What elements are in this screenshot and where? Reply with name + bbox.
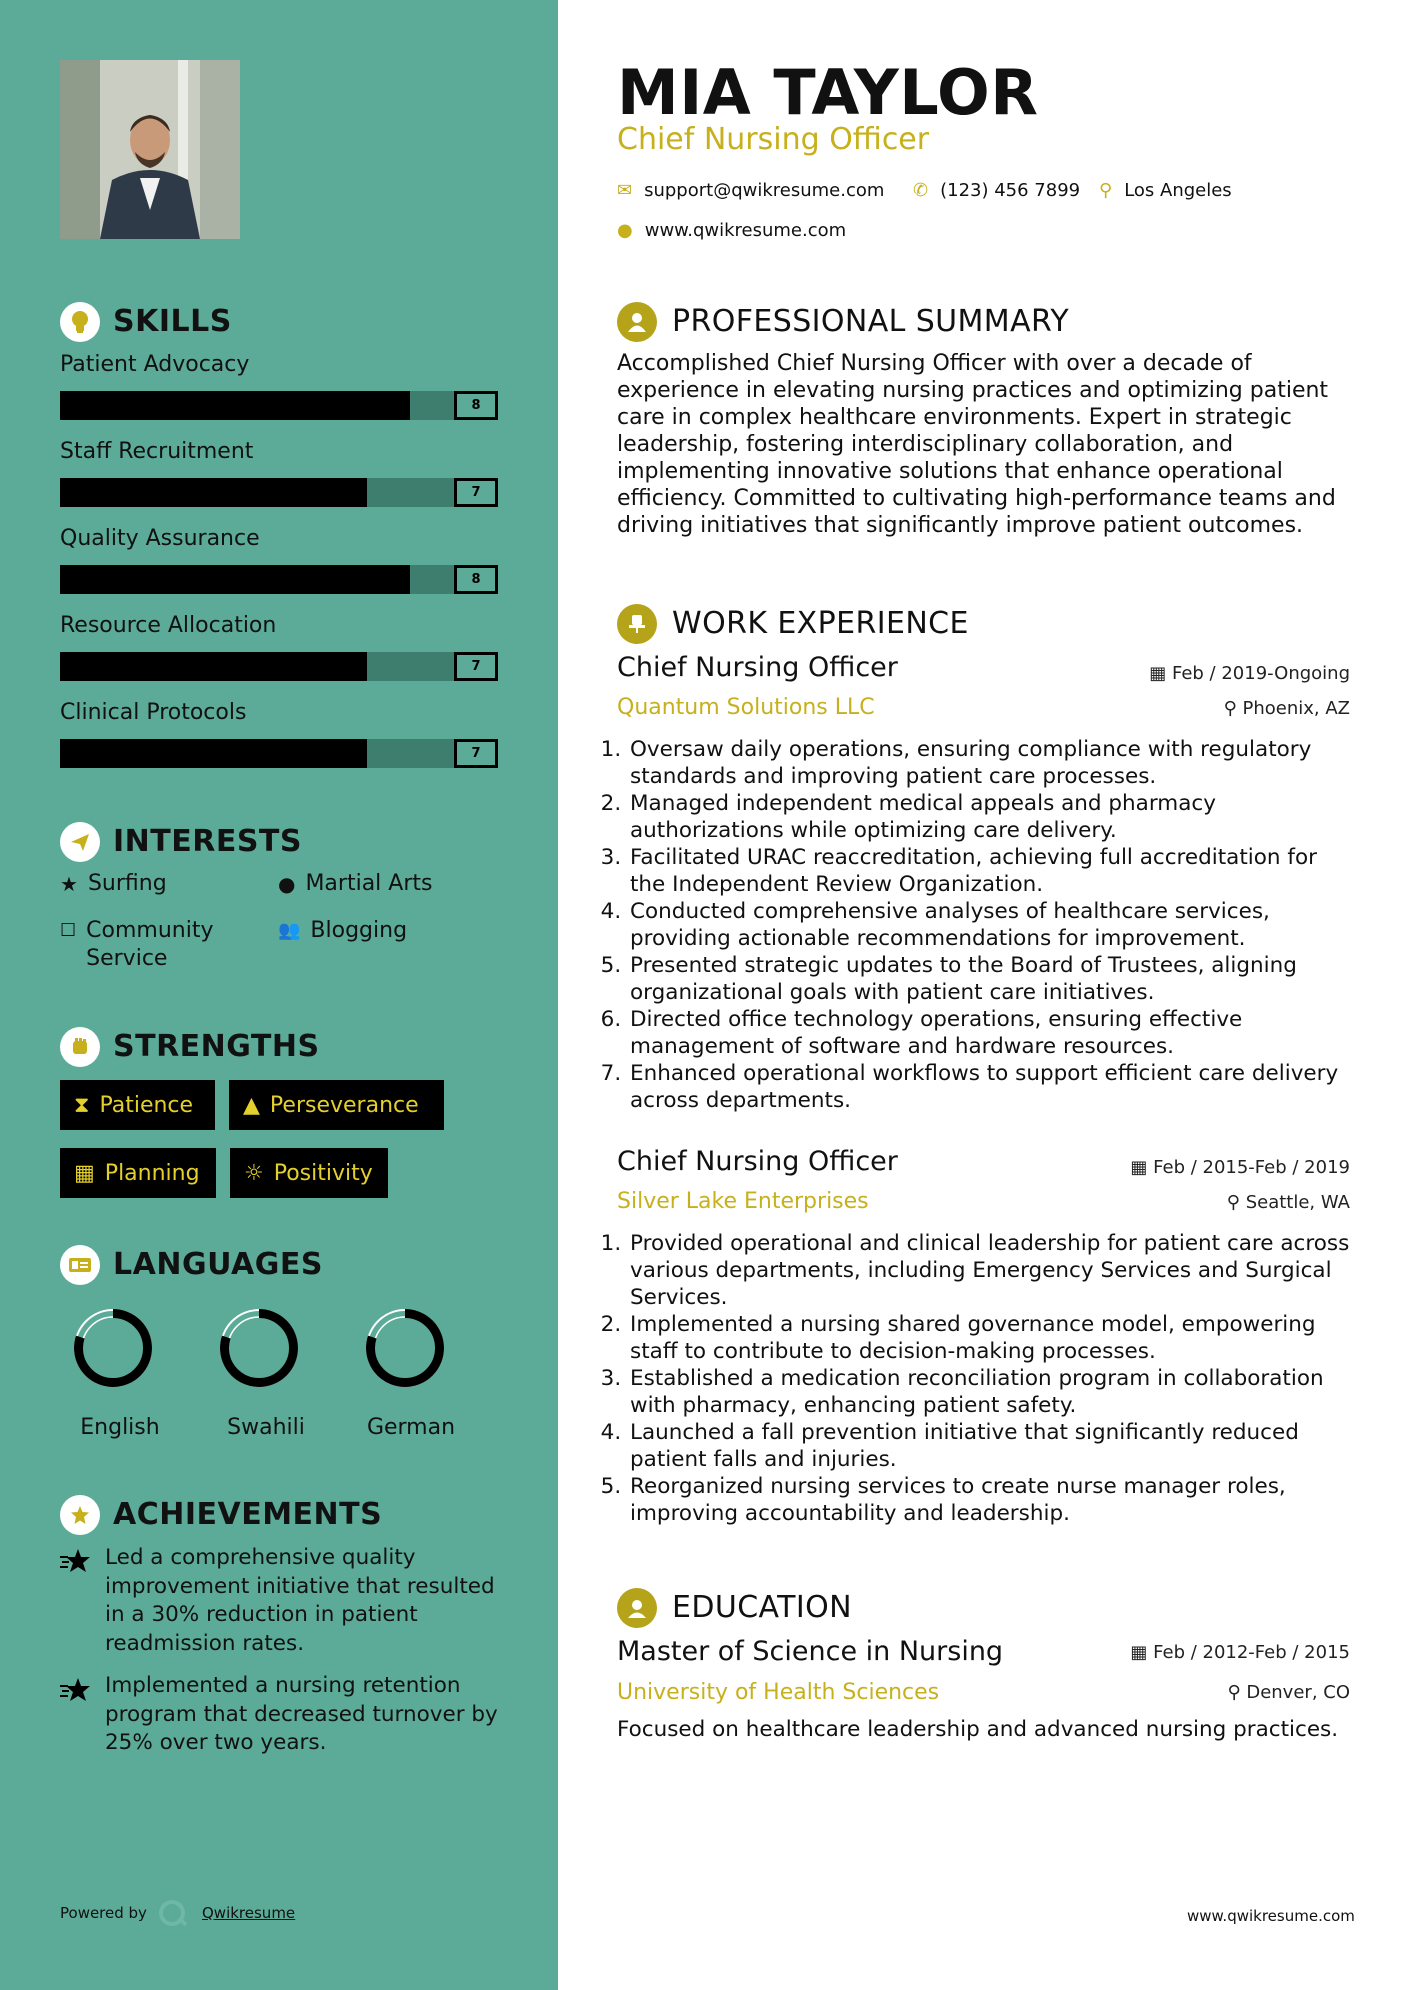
job-company: Silver Lake Enterprises [617, 1189, 869, 1214]
job-location-text: Phoenix, AZ [1242, 698, 1350, 719]
language-ring-fill [371, 1314, 440, 1383]
strength-label: Patience [99, 1092, 194, 1118]
strength-badge [60, 1080, 215, 1130]
strengths-section-icon [60, 1027, 100, 1067]
skill-bar [60, 478, 498, 507]
interest-item [278, 917, 407, 945]
skill-bar [60, 565, 498, 594]
education-dates [1100, 1642, 1350, 1663]
job-dates [1100, 1157, 1350, 1178]
list-item: 3. Established a medication reconciliation program in collaboration with pharmacy, enhancing patient safety. [628, 1365, 1356, 1419]
interest-item [60, 870, 167, 898]
skill-bar-fill [60, 478, 367, 507]
graduate-icon [626, 1597, 648, 1619]
map-marker-icon: ⚲ [1099, 180, 1113, 201]
skill-label: Resource Allocation [60, 613, 277, 638]
qwikresume-logo-icon [157, 1898, 189, 1932]
language-ring [65, 1300, 161, 1396]
globe-icon: ● [617, 220, 633, 241]
skill-level: 7 [454, 478, 498, 507]
trophy-star-icon [60, 1676, 92, 1708]
job-company: Quantum Solutions LLC [617, 695, 875, 720]
strength-badge [60, 1148, 216, 1198]
contact-website [617, 220, 846, 241]
job-location-text: Seattle, WA [1245, 1192, 1350, 1213]
achievement-item: Led a comprehensive quality improvement initiative that resulted in a 30% reduction in patient readmission rates. [105, 1545, 495, 1656]
job-dates-text: Feb / 2015-Feb / 2019 [1153, 1157, 1350, 1178]
interests-heading: INTERESTS [113, 824, 302, 859]
users-icon: 👥 [278, 920, 301, 941]
skill-label: Staff Recruitment [60, 439, 254, 464]
language-gauge [65, 1300, 161, 1400]
footer-website-link[interactable]: www.qwikresume.com [1187, 1907, 1355, 1925]
fist-icon [69, 1036, 91, 1058]
skill-bar-fill [60, 391, 410, 420]
language-ring-fill [79, 1314, 148, 1383]
list-item: 7. Enhanced operational workflows to support efficient care delivery across departments. [628, 1060, 1356, 1114]
phone-text: (123) 456 7899 [940, 180, 1081, 201]
person-photo-illustration [60, 60, 240, 239]
envelope-icon: ✉ [617, 180, 633, 201]
sidebar [0, 0, 558, 1990]
skills-heading: SKILLS [113, 304, 232, 339]
language-ring-fill [225, 1314, 294, 1383]
language-label: German [366, 1415, 456, 1440]
hourglass-icon: ⧗ [74, 1092, 90, 1118]
contact-location [1099, 180, 1232, 201]
road-icon: ▲ [243, 1092, 260, 1118]
skill-bar [60, 652, 498, 681]
trophy-star-icon [60, 1547, 92, 1579]
paper-plane-icon [69, 831, 91, 853]
summary-section-icon [617, 302, 657, 342]
summary-heading: PROFESSIONAL SUMMARY [672, 304, 1070, 339]
pin-icon: ⚲ [1227, 1682, 1247, 1703]
achievements-heading: ACHIEVEMENTS [113, 1497, 383, 1532]
list-item: 1. Oversaw daily operations, ensuring compliance with regulatory standards and improving patient care processes. [628, 736, 1356, 790]
job-location [1120, 698, 1350, 719]
list-item: 6. Directed office technology operations, ensuring effective management of software and hardware resources. [628, 1006, 1356, 1060]
office-chair-icon [626, 613, 648, 635]
education-section-icon [617, 1588, 657, 1628]
skill-level: 7 [454, 739, 498, 768]
interest-label: Martial Arts [305, 871, 433, 896]
globe-icon: ● [278, 872, 296, 896]
id-card-icon [68, 1256, 92, 1274]
degree-title: Master of Science in Nursing [617, 1636, 1004, 1667]
job-title: Chief Nursing Officer [617, 652, 898, 683]
strength-label: Planning [104, 1160, 200, 1186]
strength-label: Perseverance [269, 1092, 419, 1118]
candidate-name: MIA TAYLOR [617, 56, 1039, 129]
language-label: English [80, 1415, 160, 1440]
job-dates [1120, 663, 1350, 684]
skill-bar [60, 739, 498, 768]
job-location [1120, 1192, 1350, 1213]
contact-phone [913, 180, 1080, 201]
calendar-icon: ▦ [1149, 663, 1172, 684]
strength-label: Positivity [273, 1160, 373, 1186]
interests-section-icon [60, 822, 100, 862]
pin-icon: ⚲ [1223, 698, 1243, 719]
star-badge-icon [69, 1504, 91, 1526]
candidate-title: Chief Nursing Officer [617, 122, 930, 157]
skill-label: Quality Assurance [60, 526, 260, 551]
achievements-section-icon [60, 1495, 100, 1535]
powered-by-text: Powered by [60, 1904, 147, 1922]
strength-badge [230, 1148, 388, 1198]
list-item: 4. Conducted comprehensive analyses of healthcare services, providing actionable recommendations for improvement. [628, 898, 1356, 952]
skill-bar [60, 391, 498, 420]
skill-label: Clinical Protocols [60, 700, 247, 725]
job-duties-list [610, 736, 1356, 1114]
qwikresume-link[interactable]: Qwikresume [202, 1904, 296, 1922]
star-icon: ★ [60, 872, 78, 896]
strengths-heading: STRENGTHS [113, 1029, 320, 1064]
skill-level: 8 [454, 391, 498, 420]
interest-label: Surfing [87, 871, 167, 896]
skill-level: 8 [454, 565, 498, 594]
education-dates-text: Feb / 2012-Feb / 2015 [1153, 1642, 1350, 1663]
hand-icon: ☐ [60, 920, 77, 941]
achievement-item: Implemented a nursing retention program that decreased turnover by 25% over two years. [105, 1673, 498, 1755]
school-name: University of Health Sciences [617, 1680, 940, 1705]
education-description: Focused on healthcare leadership and advanced nursing practices. [617, 1717, 1339, 1742]
skill-bar-fill [60, 565, 410, 594]
job-dates-text: Feb / 2019-Ongoing [1171, 663, 1350, 684]
education-heading: EDUCATION [672, 1590, 852, 1625]
calendar-icon: ▦ [1130, 1642, 1154, 1663]
language-gauge [211, 1300, 307, 1400]
languages-section-icon [60, 1245, 100, 1285]
language-ring [357, 1300, 453, 1396]
contact-email [617, 180, 884, 201]
interest-item [278, 870, 432, 898]
website-text: www.qwikresume.com [644, 220, 847, 241]
list-item: 3. Facilitated URAC reaccreditation, achieving full accreditation for the Independent Review Organization. [628, 844, 1356, 898]
experience-heading: WORK EXPERIENCE [672, 606, 969, 641]
experience-section-icon [617, 604, 657, 644]
list-item: 2. Implemented a nursing shared governance model, empowering staff to contribute to decision-making processes. [628, 1311, 1356, 1365]
sun-icon: ☼ [244, 1160, 264, 1186]
skill-label: Patient Advocacy [60, 352, 250, 377]
list-item: 2. Managed independent medical appeals and pharmacy authorizations while optimizing care delivery. [628, 790, 1356, 844]
languages-heading: LANGUAGES [113, 1247, 323, 1282]
email-text: support@qwikresume.com [644, 180, 885, 201]
calendar-icon: ▦ [74, 1160, 95, 1186]
language-ring [211, 1300, 307, 1396]
job-title: Chief Nursing Officer [617, 1146, 898, 1177]
skill-level: 7 [454, 652, 498, 681]
calendar-icon: ▦ [1130, 1157, 1154, 1178]
language-gauge [357, 1300, 453, 1400]
skill-bar-fill [60, 739, 367, 768]
skill-bar-fill [60, 652, 367, 681]
education-location-text: Denver, CO [1246, 1682, 1350, 1703]
list-item: 5. Reorganized nursing services to create nurse manager roles, improving accountability and leadership. [628, 1473, 1356, 1527]
profile-photo [60, 60, 240, 239]
lightbulb-icon [69, 310, 91, 334]
phone-icon: ✆ [913, 180, 929, 201]
education-location [1120, 1682, 1350, 1703]
interest-label: Blogging [310, 918, 408, 943]
job-duties-list [610, 1230, 1356, 1527]
summary-text: Accomplished Chief Nursing Officer with over a decade of experience in elevating nursing practices and optimizing patient care in complex healthcare environments. Expert in strategic leadership, fostering interdisciplinary collaboration, and implementing innovative solutions that enhance operational efficiency. Committed to cultivating high-performance teams and driving initiatives that significantly improve patient outcomes. [617, 351, 1336, 538]
pin-icon: ⚲ [1226, 1192, 1246, 1213]
location-text: Los Angeles [1124, 180, 1232, 201]
list-item: 5. Presented strategic updates to the Board of Trustees, aligning organizational goals with patient care initiatives. [628, 952, 1356, 1006]
user-icon [626, 311, 648, 333]
list-item: 1. Provided operational and clinical leadership for patient care across various departments, including Emergency Services and Surgical Services. [628, 1230, 1356, 1311]
language-label: Swahili [227, 1415, 305, 1440]
list-item: 4. Launched a fall prevention initiative that significantly reduced patient falls and injuries. [628, 1419, 1356, 1473]
skills-section-icon [60, 302, 100, 342]
strength-badge [229, 1080, 444, 1130]
interest-label: Community Service [86, 918, 214, 971]
interest-item [60, 917, 260, 973]
